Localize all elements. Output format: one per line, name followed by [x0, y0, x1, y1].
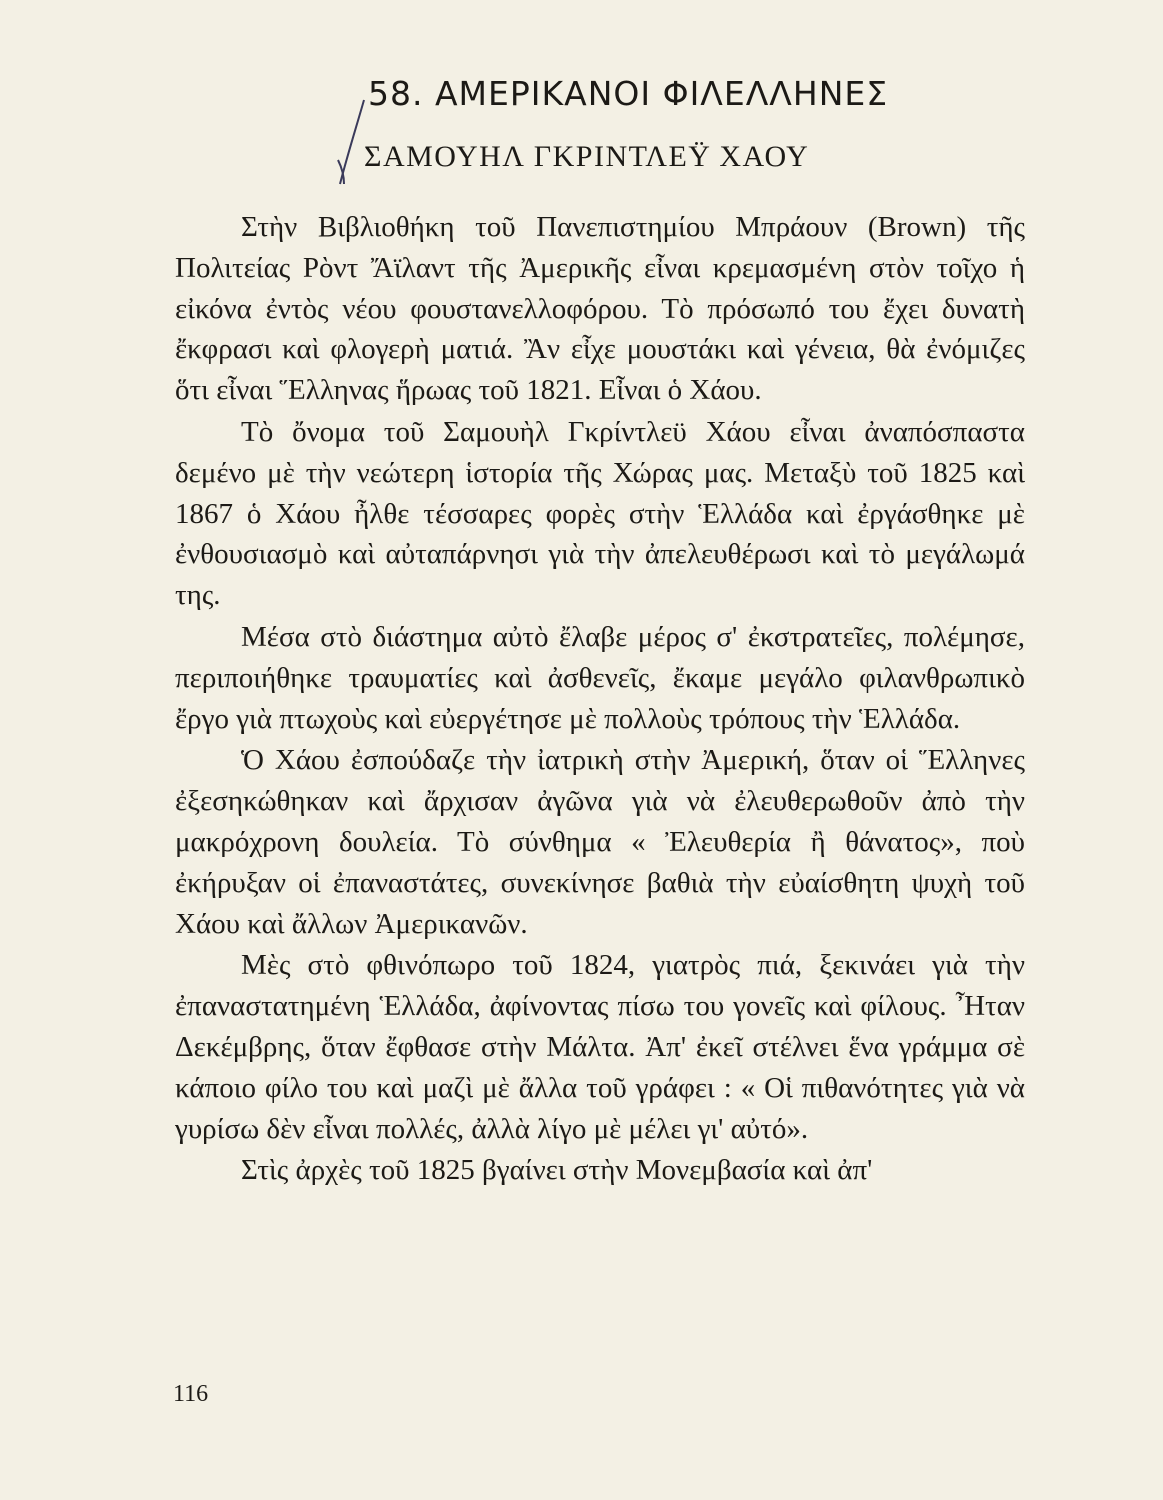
- paragraph: Μὲς στὸ φθινόπωρο τοῦ 1824, γιατρὸς πιά, ξεκινάει γιὰ τὴν ἐπαναστατημένη Ἑλλάδα, ἀφίνοντας πίσω του γονεῖς καὶ φίλους. Ἦταν Δεκέμβρης, ὅταν ἔφθασε στὴν Μάλτα. Ἀπ' ἐκεῖ στέλνει ἕνα γράμμα σὲ κάποιο φίλο του καὶ μαζὶ μὲ ἄλλα τοῦ γράφει : « Οἱ πιθανότητες γιὰ νὰ γυρίσω δὲν εἶναι πολλές, ἀλλὰ λίγο μὲ μέλει γι' αὐτό».: [175, 949, 1025, 1145]
- body-text: [175, 207, 1025, 1192]
- paragraph: Στὴν Βιβλιοθήκη τοῦ Πανεπιστημίου Μπράουν (Brown) τῆς Πολιτείας Ρὸντ Ἄϊλαντ τῆς Ἀμερικῆς εἶναι κρεμασμένη στὸν τοῖχο ἡ εἰκόνα ἐντὸς νέου φουστανελλοφόρου. Τὸ πρόσωπό του ἔχει δυνατὴ ἔκφρασι καὶ φλογερὴ ματιά. Ἂν εἶχε μουστάκι καὶ γένεια, θὰ ἐνόμιζες ὅτι εἶναι Ἕλληνας ἥρωας τοῦ 1821. Εἶναι ὁ Χάου.: [175, 211, 1025, 407]
- chapter-subtitle: ΣΑΜΟΥΗΛ ΓΚΡΙΝΤΛΕΫ ΧΑΟΥ: [364, 140, 810, 173]
- chapter-title: 58. ΑΜΕΡΙΚΑΝΟΙ ΦΙΛΕΛΛΗΝΕΣ: [368, 74, 889, 113]
- paragraph: Τὸ ὄνομα τοῦ Σαμουὴλ Γκρίντλεϋ Χάου εἶναι ἀναπόσπαστα δεμένο μὲ τὴν νεώτερη ἱστορία τῆς Χώρας μας. Μεταξὺ τοῦ 1825 καὶ 1867 ὁ Χάου ἦλθε τέσσαρες φορὲς στὴν Ἑλλάδα καὶ ἐργάσθηκε μὲ ἐνθουσιασμὸ καὶ αὐταπάρνησι γιὰ τὴν ἀπελευθέρωσι καὶ τὸ μεγάλωμά της.: [175, 415, 1025, 612]
- paragraph: Στὶς ἀρχὲς τοῦ 1825 βγαίνει στὴν Μονεμβασία καὶ ἀπ': [241, 1154, 873, 1187]
- paragraph: Ὁ Χάου ἐσπούδαζε τὴν ἰατρικὴ στὴν Ἀμερική, ὅταν οἱ Ἕλληνες ἐξεσηκώθηκαν καὶ ἄρχισαν ἀγῶνα γιὰ νὰ ἐλευθερωθοῦν ἀπὸ τὴν μακρόχρονη δουλεία. Τὸ σύνθημα « Ἐλευθερία ἢ θάνατος», ποὺ ἐκήρυξαν οἱ ἐπαναστάτες, συνεκίνησε βαθιὰ τὴν εὐαίσθητη ψυχὴ τοῦ Χάου καὶ ἄλλων Ἀμερικανῶν.: [175, 744, 1025, 940]
- paragraph: Μέσα στὸ διάστημα αὐτὸ ἔλαβε μέρος σ' ἐκστρατεῖες, πολέμησε, περιποιήθηκε τραυματίες καὶ ἀσθενεῖς, ἔκαμε μεγάλο φιλανθρωπικὸ ἔργο γιὰ πτωχοὺς καὶ εὐεργέτησε μὲ πολλοὺς τρόπους τὴν Ἑλλάδα.: [175, 620, 1025, 735]
- page-number: 116: [173, 1381, 209, 1407]
